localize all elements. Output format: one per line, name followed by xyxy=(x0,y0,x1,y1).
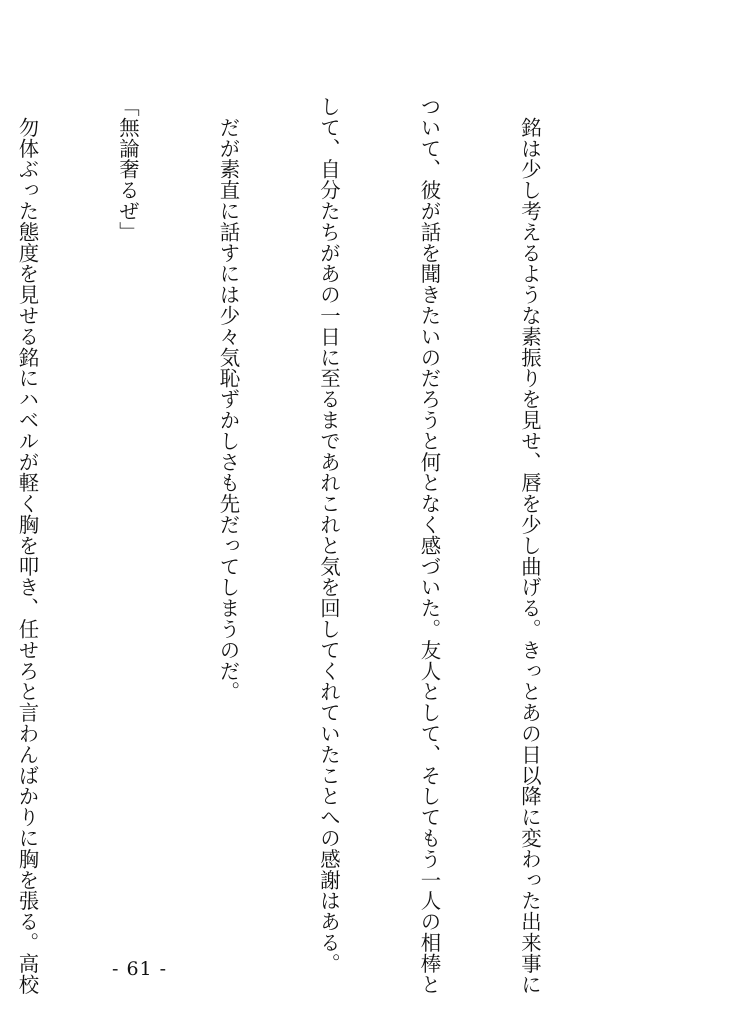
text-line: 銘は少し考えるような素振りを見せ、唇を少し曲げる。きっとあの日以降に変わった出来事に xyxy=(518,96,542,995)
text-line: 勿体ぶった態度を見せる銘にハベルが軽く胸を叩き、任せろと言わんばかりに胸を張る。高校 xyxy=(15,96,40,995)
text-line: だが素直に話すには少々気恥ずかしさも先だってしまうのだ。 xyxy=(216,96,241,703)
text-line: して、自分たちがあの一日に至るまであれこれと気を回してくれていたことへの感謝はある。 xyxy=(317,96,341,974)
dialogue-line: 「無論奢るぜ」 xyxy=(116,96,140,243)
page-number: - 61 - xyxy=(112,958,168,980)
text-line: ついて、彼が話を聞きたいのだろうと何となく感づいた。友人として、そしてもう一人の相棒と xyxy=(417,96,442,995)
